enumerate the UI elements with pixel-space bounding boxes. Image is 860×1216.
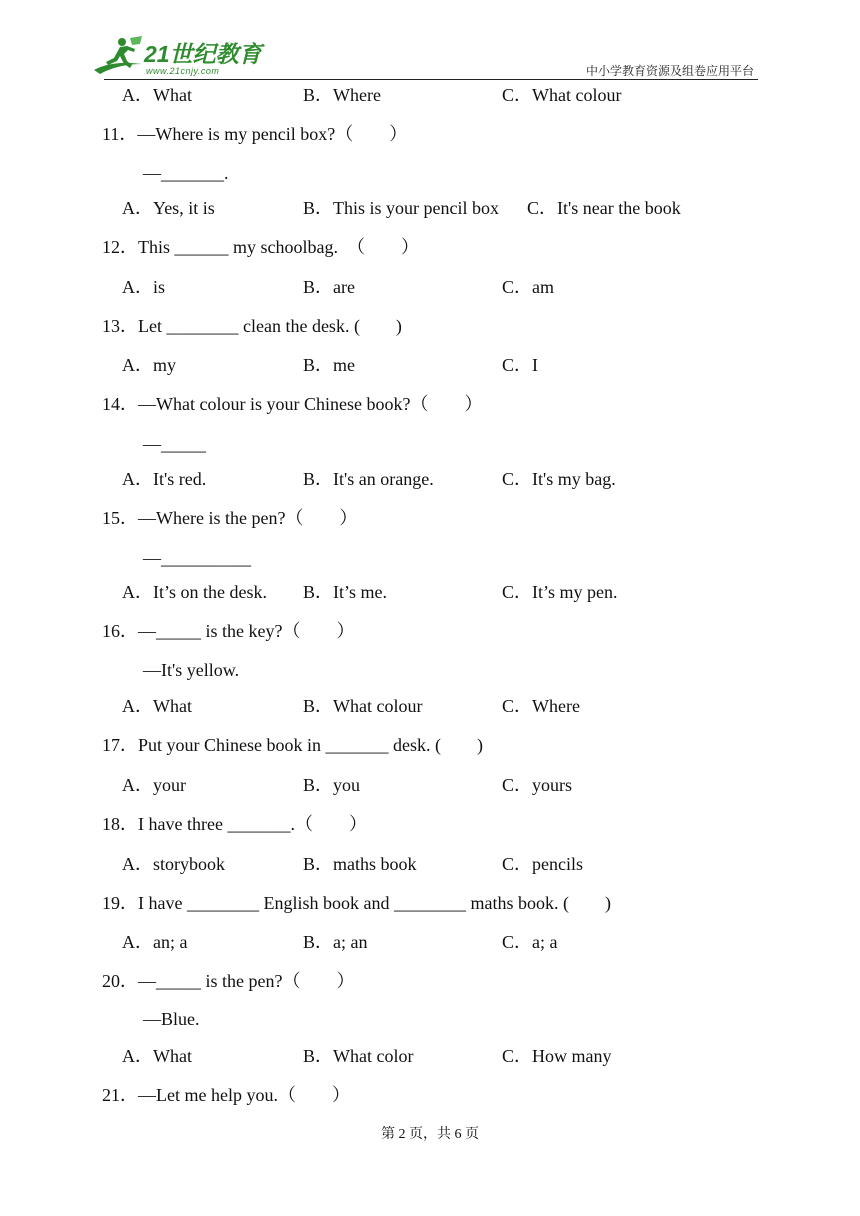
option-a[interactable]: A．What (122, 1046, 192, 1066)
answer-line-q16 (0, 657, 860, 683)
answer-blank[interactable]: —_____ (143, 434, 206, 454)
option-b[interactable]: B．you (303, 775, 361, 795)
question-stem: 18．I have three _______.（ ） (102, 814, 367, 834)
question-18 (0, 811, 860, 837)
option-a[interactable]: A．storybook (122, 854, 225, 874)
option-a[interactable]: A．What (122, 696, 192, 716)
options-row-q15 (0, 579, 860, 605)
options-row-q12 (0, 274, 860, 300)
option-a[interactable]: A．What (122, 85, 192, 105)
question-stem: 15．—Where is the pen?（ ） (102, 508, 358, 528)
option-c[interactable]: C．pencils (502, 854, 583, 874)
page-footer: 第 2 页，共 6 页 (381, 1127, 479, 1142)
option-c[interactable]: C．a; a (502, 932, 558, 952)
options-row-q19 (0, 929, 860, 955)
option-a[interactable]: A．an; a (122, 932, 188, 952)
answer-line-q15 (0, 545, 860, 571)
option-c[interactable]: C．It’s my pen. (502, 582, 618, 602)
question-14 (0, 391, 860, 417)
answer-line-q11 (0, 160, 860, 186)
question-11 (0, 121, 860, 147)
option-b[interactable]: B．are (303, 277, 355, 297)
question-stem: 20．—_____ is the pen?（ ） (102, 971, 355, 991)
option-c[interactable]: C．What colour (502, 85, 622, 105)
option-b[interactable]: B．It's an orange. (303, 469, 434, 489)
options-row-q14 (0, 466, 860, 492)
option-c[interactable]: C．am (502, 277, 554, 297)
answer-line-q20 (0, 1006, 860, 1032)
question-20 (0, 968, 860, 994)
option-c[interactable]: C．I (502, 355, 538, 375)
question-19 (0, 890, 860, 916)
platform-title: 中小学教育资源及组卷应用平台 (585, 64, 754, 78)
question-17 (0, 732, 860, 758)
option-a[interactable]: A．It’s on the desk. (122, 582, 267, 602)
options-row-q18 (0, 851, 860, 877)
options-row-q20 (0, 1043, 860, 1069)
option-b[interactable]: B．What color (303, 1046, 414, 1066)
option-c[interactable]: C．How many (502, 1046, 612, 1066)
logo-text: 21世纪教育 (144, 41, 262, 67)
option-c[interactable]: C．yours (502, 775, 573, 795)
runner-logo-icon (92, 34, 148, 78)
option-b[interactable]: B．This is your pencil box (303, 198, 499, 218)
question-stem: 13．Let ________ clean the desk. ( ) (102, 316, 402, 336)
option-b[interactable]: B．Where (303, 85, 381, 105)
option-c[interactable]: C．It's near the book (527, 198, 681, 218)
question-stem: 14．—What colour is your Chinese book?（ ） (102, 394, 483, 414)
option-c[interactable]: C．Where (502, 696, 580, 716)
header-divider (104, 79, 758, 80)
page-header (0, 0, 860, 82)
option-a[interactable]: A．Yes, it is (122, 198, 215, 218)
answer-text: —It's yellow. (143, 660, 240, 680)
option-b[interactable]: B．What colour (303, 696, 423, 716)
option-c[interactable]: C．It's my bag. (502, 469, 616, 489)
question-stem: 17．Put your Chinese book in _______ desk. ( ) (102, 735, 483, 755)
question-stem: 11．—Where is my pencil box?（ ） (102, 124, 408, 144)
question-stem: 16．—_____ is the key?（ ） (102, 621, 355, 641)
option-a[interactable]: A．your (122, 775, 186, 795)
option-b[interactable]: B．a; an (303, 932, 368, 952)
question-15 (0, 505, 860, 531)
option-a[interactable]: A．is (122, 277, 166, 297)
question-21 (0, 1082, 860, 1108)
logo (92, 34, 267, 78)
options-row-q16 (0, 693, 860, 719)
question-12 (0, 234, 860, 260)
options-row-q11 (0, 195, 860, 221)
question-13 (0, 313, 860, 339)
answer-text: —Blue. (143, 1009, 200, 1029)
question-stem: 19．I have ________ English book and ________ maths book. ( ) (102, 893, 611, 913)
options-row-q13 (0, 352, 860, 378)
question-stem: 21．—Let me help you.（ ） (102, 1085, 350, 1105)
option-a[interactable]: A．my (122, 355, 176, 375)
option-b[interactable]: B．me (303, 355, 355, 375)
options-row-q10 (0, 82, 860, 108)
option-a[interactable]: A．It's red. (122, 469, 207, 489)
question-16 (0, 618, 860, 644)
answer-blank[interactable]: —__________ (143, 548, 251, 568)
option-b[interactable]: B．maths book (303, 854, 417, 874)
logo-url: www.21cnjy.com (146, 66, 220, 76)
question-stem: 12．This ______ my schoolbag. （ ） (102, 237, 419, 257)
answer-blank[interactable]: —_______. (143, 163, 229, 183)
answer-line-q14 (0, 431, 860, 457)
options-row-q17 (0, 772, 860, 798)
option-b[interactable]: B．It’s me. (303, 582, 387, 602)
